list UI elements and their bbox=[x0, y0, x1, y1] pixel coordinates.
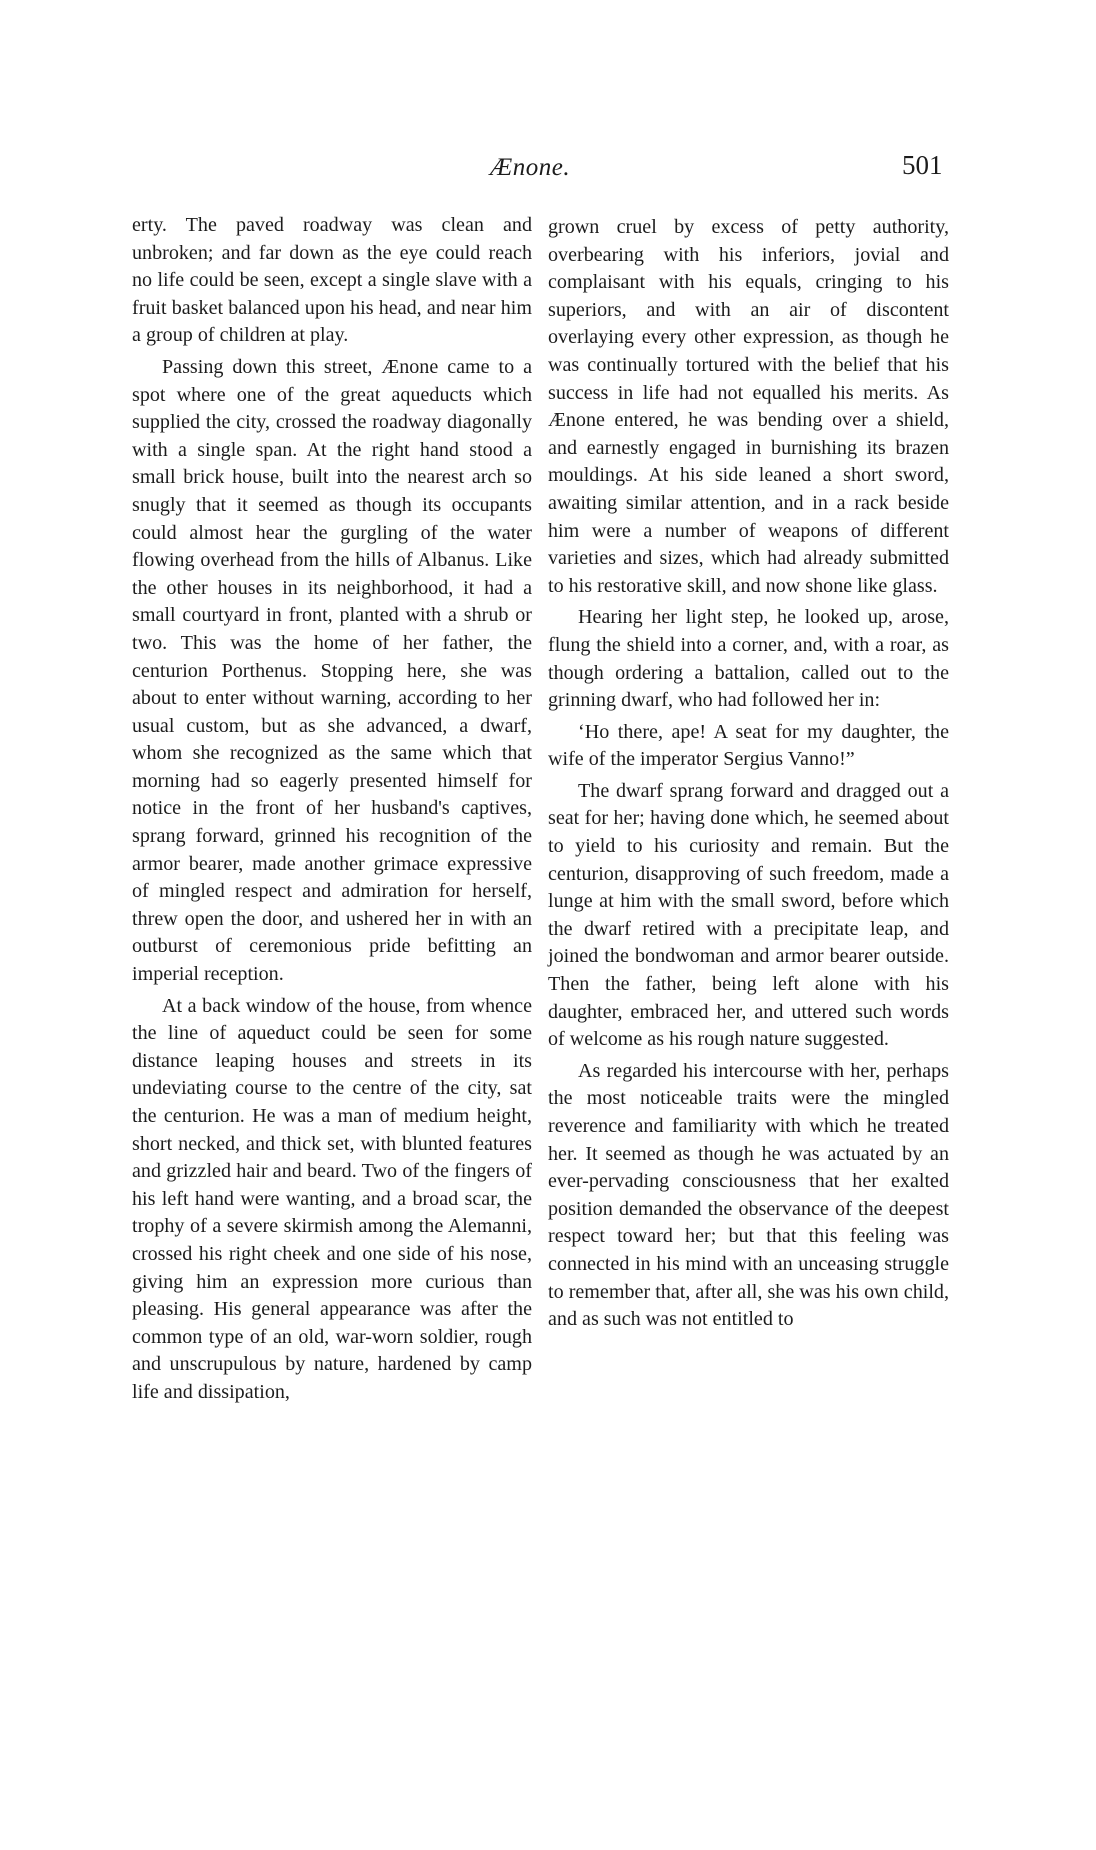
paragraph: Passing down this street, Ænone came to a spot where one of the great aqueducts which supplied the city, crossed the roadway diagonally with a single span. At the right hand stood a small brick house, built into the nearest arch so snugly that it seemed as though its occupants could almost hear the gurgling of the water flowing overhead from the hills of Albanus. Like the other houses in its neighborhood, it had a small courtyard in front, planted with a shrub or two. This was the home of her father, the centurion Porthenus. Stopping here, she was about to enter without warning, according to her usual custom, but as she advanced, a dwarf, whom she recognized as the same which that morning had so eagerly presented himself for notice in the front of her husband's captives, sprang forward, grinned his recognition of the armor bearer, made another grimace expressive of mingled respect and admiration for herself, threw open the door, and ushered her in with an outburst of ceremonious pride befitting an imperial reception. bbox=[132, 355, 532, 986]
paragraph: The dwarf sprang forward and dragged out a seat for her; having done which, he seemed about to yield to his curiosity and remain. But the centurion, disapproving of such freedom, made a lunge at him with the small sword, before which the dwarf retired with a precipitate leap, and joined the bondwoman and armor bearer outside. Then the father, being left alone with his daughter, embraced her, and uttered such words of welcome as his rough nature suggested. bbox=[548, 779, 949, 1051]
page-header bbox=[0, 150, 1096, 190]
paragraph: At a back window of the house, from whence the line of aqueduct could be seen for some distance leaping houses and streets in its undeviating course to the centre of the city, sat the centurion. He was a man of medium height, short necked, and thick set, with blunted features and grizzled hair and beard. Two of the fingers of his left hand were wanting, and a broad scar, the trophy of a severe skirmish among the Alemanni, crossed his right cheek and one side of his nose, giving him an expression more curious than pleasing. His general appearance was after the common type of an old, war-worn soldier, rough and unscrupulous by nature, hardened by camp life and dissipation, bbox=[132, 994, 532, 1403]
paragraph: Hearing her light step, he looked up, arose, flung the shield into a corner, and, with a roar, as though ordering a battalion, called out to the grinning dwarf, who had followed her in: bbox=[548, 606, 949, 712]
paragraph: erty. The paved roadway was clean and unbroken; and far down as the eye could reach no life could be seen, except a single slave with a fruit basket balanced upon his head, and near him a group of children at play. bbox=[132, 214, 532, 347]
quoted-paragraph: ‘Ho there, ape! A seat for my daughter, the wife of the imperator Sergius Vanno!” bbox=[548, 720, 949, 771]
running-title: Ænone. bbox=[490, 154, 571, 181]
right-column bbox=[548, 214, 949, 1338]
paragraph: grown cruel by excess of petty authority, overbearing with his inferiors, jovial and complaisant with his equals, cringing to his superiors, and with an air of discontent overlaying every other expression, as though he was continually tortured with the belief that his success in life had not equalled his merits. As Ænone entered, he was bending over a shield, and earnestly engaged in burnishing its brazen mouldings. At his side leaned a short sword, awaiting similar attention, and in a rack beside him were a number of weapons of different varieties and sizes, which had already submitted to his restorative skill, and now shone like glass. bbox=[548, 216, 949, 597]
paragraph: As regarded his intercourse with her, perhaps the most noticeable traits were the mingled reverence and familiarity with which he treated her. It seemed as though he was actuated by an ever-pervading consciousness that her exalted position demanded the observance of the deepest respect toward her; but that this feeling was connected in his mind with an unceasing struggle to remember that, after all, she was his own child, and as such was not entitled to bbox=[548, 1059, 949, 1331]
page-number: 501 bbox=[902, 150, 943, 180]
left-column bbox=[132, 212, 532, 1411]
